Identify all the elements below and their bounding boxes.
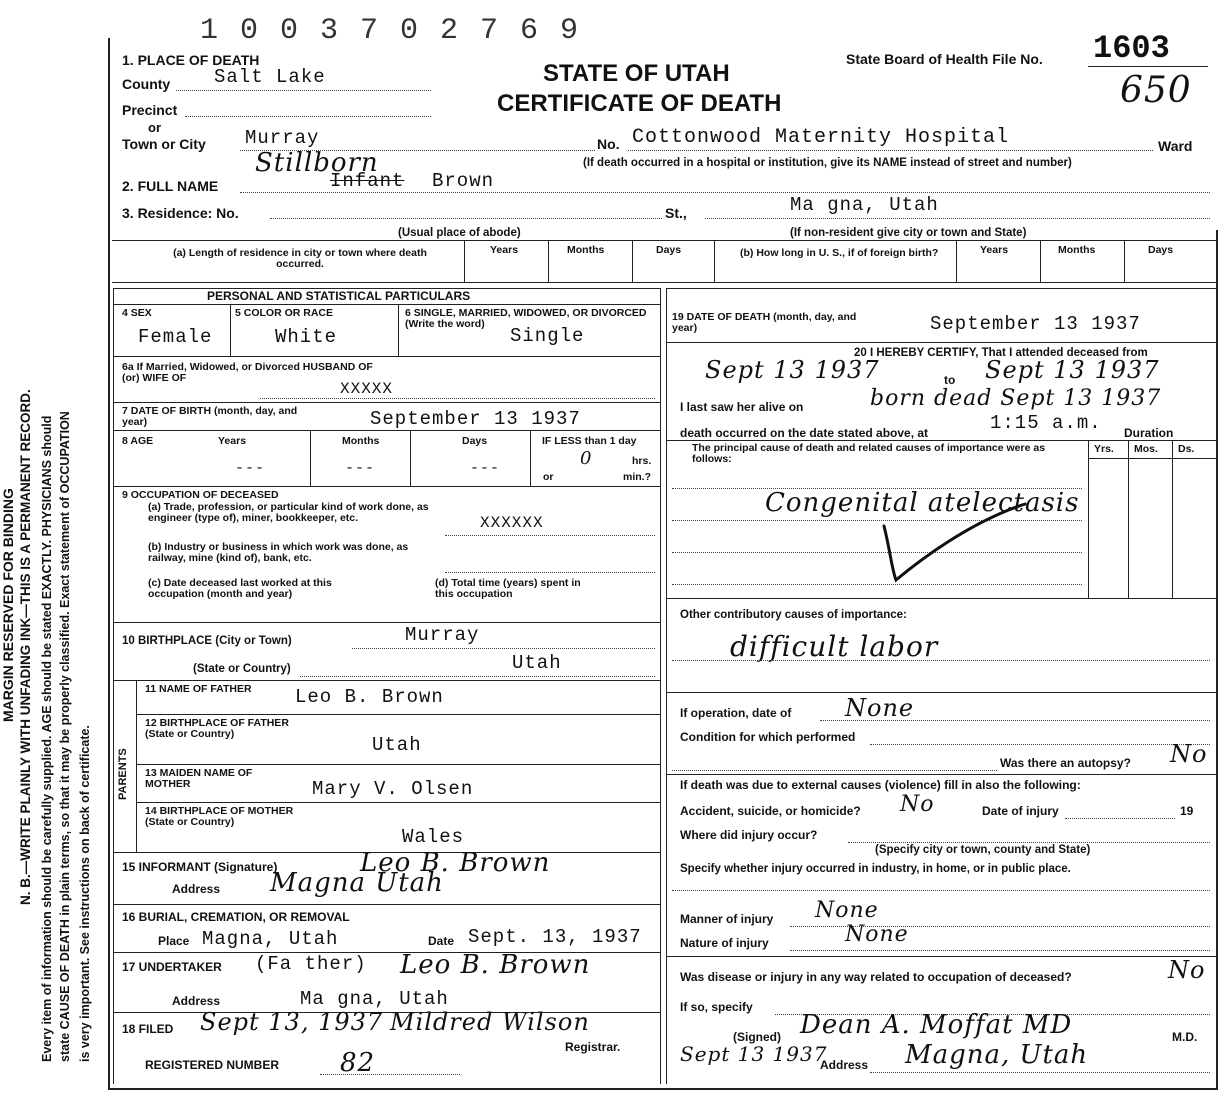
physician-address-line	[870, 1072, 1210, 1073]
residence-box-top	[112, 240, 1216, 241]
registered-number: 82	[340, 1048, 376, 1078]
res-days-b: Days	[1148, 244, 1174, 256]
full-name-label: 2. FULL NAME	[122, 178, 219, 194]
occupation-c: (c) Date deceased last worked at this occupation (month and year)	[148, 577, 332, 600]
res-months-b: Months	[1058, 244, 1096, 256]
age-days-value: ---	[470, 460, 501, 477]
birthplace-state-label: (State or Country)	[193, 663, 291, 675]
age-div-3	[530, 430, 531, 486]
residence-value: Ma gna, Utah	[790, 194, 939, 216]
state-title: STATE OF UTAH	[543, 60, 730, 87]
burial-place-label: Place	[158, 934, 190, 948]
duration-yrs: Yrs.	[1094, 443, 1114, 455]
burial-label: 16 BURIAL, CREMATION, OR REMOVAL	[122, 910, 350, 924]
informant-signature: Leo B. Brown	[360, 848, 551, 878]
color-value: White	[275, 326, 338, 348]
row-certify-bottom	[666, 440, 1216, 441]
residence-box-bottom	[112, 282, 1216, 283]
file-number-2: 650	[1120, 70, 1192, 111]
age-label: 8 AGE	[122, 435, 154, 447]
file-number-line	[1088, 66, 1208, 67]
accident-value: No	[900, 792, 935, 817]
frame-right	[1216, 230, 1218, 1090]
birthplace-state: Utah	[512, 652, 562, 674]
frame-left	[108, 38, 110, 1090]
personal-heading-line	[113, 304, 660, 305]
color-label: 5 COLOR OR RACE	[235, 307, 334, 319]
registrar-label: Registrar.	[565, 1040, 621, 1054]
panel-mid-left	[660, 288, 661, 1084]
panel-mid-right	[666, 288, 667, 1084]
sex-div	[230, 304, 231, 356]
birthplace-label: 10 BIRTHPLACE (City or Town)	[122, 635, 292, 647]
condition-line	[870, 744, 1210, 745]
parents-label: PARENTS	[117, 748, 129, 800]
res-days-a: Days	[656, 244, 682, 256]
specify-note: (Specify city or town, county and State)	[875, 844, 1091, 856]
injury-year: 19	[1180, 804, 1194, 818]
duration-div-1	[1088, 440, 1089, 598]
mother-birthplace-label: 14 BIRTHPLACE OF MOTHER (State or Country)	[145, 805, 294, 828]
occupation-question: Was disease or injury in any way related to occupation of deceased?	[680, 970, 1072, 984]
signed-date: Sept 13 1937	[680, 1042, 828, 1066]
row-cause-bottom	[666, 598, 1216, 599]
county-label: County	[122, 76, 171, 92]
name-struck: Infant	[330, 170, 405, 192]
margin-permanent-record: N. B.—WRITE PLAINLY WITH UNFADING INK—THIS IS A PERMANENT RECORD.	[18, 389, 33, 905]
row-occupation-bottom	[113, 622, 660, 623]
sex-value: Female	[138, 326, 213, 348]
where-line	[848, 842, 1210, 843]
dob-value: September 13 1937	[370, 408, 581, 430]
street-label: St.,	[665, 205, 687, 221]
row-operation-bottom	[666, 774, 1216, 775]
certify-label: 20 I HEREBY CERTIFY, That I attended deceased from	[854, 347, 1148, 359]
number-label: No.	[597, 136, 620, 152]
burial-date-value: Sept. 13, 1937	[468, 926, 642, 948]
undertaker-label: 17 UNDERTAKER	[122, 960, 222, 974]
file-number-label: State Board of Health File No.	[846, 51, 1043, 67]
check-mark-icon	[880, 500, 1030, 590]
nature-label: Nature of injury	[680, 936, 769, 950]
death-occurred-label: death occurred on the date stated above, at	[680, 426, 929, 440]
father-label: 11 NAME OF FATHER	[145, 683, 252, 695]
informant-address-label: Address	[172, 882, 221, 896]
if-so-label: If so, specify	[680, 1000, 753, 1014]
res-years-b: Years	[980, 244, 1009, 256]
foreign-birth-label: (b) How long in U. S., if of foreign birth?	[740, 247, 939, 259]
undertaker-value: (Fa ther)	[255, 953, 367, 975]
occupation-a: (a) Trade, profession, or particular kind of work done, as engineer (type of), miner, bookkeeper, etc.	[148, 501, 429, 524]
accident-label: Accident, suicide, or homicide?	[680, 804, 861, 818]
autopsy-line	[672, 770, 997, 771]
hospital-value: Cottonwood Maternity Hospital	[632, 126, 1010, 149]
occupation-d: (d) Total time (years) spent in this occupation	[435, 577, 581, 600]
res-div-3	[632, 240, 633, 282]
row-dod-bottom	[666, 342, 1216, 343]
res-div-7	[1124, 240, 1125, 282]
other-causes-value: difficult labor	[730, 630, 939, 663]
row-external-bottom	[666, 956, 1216, 957]
other-causes-label: Other contributory causes of importance:	[680, 609, 907, 621]
top-serial-number: 1 0 0 3 7 0 2 7 6 9	[200, 14, 581, 48]
death-time: 1:15 a.m.	[990, 412, 1102, 434]
occupation-value: XXXXXX	[480, 514, 544, 532]
row-father-bp-bottom	[136, 764, 660, 765]
color-div	[398, 304, 399, 356]
duration-ds: Ds.	[1178, 443, 1195, 455]
parents-div	[136, 680, 137, 852]
age-div-1	[310, 430, 311, 486]
residence-label: 3. Residence: No.	[122, 205, 239, 221]
margin-binding-text: MARGIN RESERVED FOR BINDING	[0, 488, 16, 722]
frame-bottom	[108, 1088, 1218, 1090]
undertaker-address: Ma gna, Utah	[300, 988, 449, 1010]
signed-label: (Signed)	[733, 1030, 781, 1044]
row-father-bottom	[136, 714, 660, 715]
age-months-value: ---	[345, 460, 376, 477]
row-birthplace-bottom	[113, 680, 660, 681]
margin-instructions-3: is very important. See instructions on back of certificate.	[78, 725, 92, 1062]
margin-instructions-1: Every item of information should be carefully supplied. AGE should be stated EXACTLY. PHYSICIANS should	[40, 415, 54, 1062]
margin-instructions-2: state CAUSE OF DEATH in plain terms, so that it may be properly classified. Exact statement of OCCUPATION	[58, 411, 72, 1062]
operation-line	[820, 720, 1210, 721]
row-age-bottom	[113, 486, 660, 487]
manner-label: Manner of injury	[680, 912, 774, 926]
res-years-a: Years	[490, 244, 519, 256]
res-div-4	[714, 240, 715, 282]
place-heading: 1. PLACE OF DEATH	[122, 52, 260, 68]
manner-value: None	[815, 898, 879, 923]
industry-label: Specify whether injury occurred in industry, in home, or in public place.	[680, 863, 1071, 875]
county-value: Salt Lake	[214, 66, 326, 88]
personal-heading: PERSONAL AND STATISTICAL PARTICULARS	[207, 289, 471, 303]
nature-line	[790, 950, 1210, 951]
registered-number-line	[320, 1074, 460, 1075]
duration-mos: Mos.	[1134, 443, 1158, 455]
occupation-answer: No	[1168, 956, 1206, 984]
hospital-note: (If death occurred in a hospital or institution, give its NAME instead of street and number)	[583, 157, 1072, 169]
marital-value: Single	[510, 325, 585, 347]
mother-birthplace-value: Wales	[402, 826, 465, 848]
residence-line	[705, 218, 1210, 219]
town-value: Murray	[245, 127, 320, 149]
occupation-line-a	[445, 535, 655, 536]
row-dob-bottom	[113, 430, 660, 431]
death-date-label: 19 DATE OF DEATH (month, day, and year)	[672, 311, 857, 334]
md-label: M.D.	[1172, 1030, 1198, 1044]
operation-label: If operation, date of	[680, 706, 792, 720]
duration-div-2	[1128, 440, 1129, 598]
informant-address: Magna Utah	[270, 868, 444, 898]
spouse-value: XXXXX	[340, 380, 394, 398]
precinct-label: Precinct	[122, 102, 178, 118]
last-saw-label: I last saw her alive on	[680, 400, 804, 414]
duration-label: Duration	[1124, 426, 1174, 440]
father-value: Leo B. Brown	[295, 686, 444, 708]
hospital-line	[628, 150, 1153, 151]
row-informant-bottom	[113, 904, 660, 905]
spouse-line	[260, 398, 655, 399]
county-line	[176, 90, 431, 91]
attended-to-label: to	[944, 373, 956, 387]
autopsy-label: Was there an autopsy?	[1000, 756, 1131, 770]
age-months-label: Months	[342, 435, 380, 447]
occupation-b: (b) Industry or business in which work was done, as railway, mine (kind of), bank, etc.	[148, 541, 409, 564]
sex-label: 4 SEX	[122, 307, 152, 319]
res-months-a: Months	[567, 244, 605, 256]
burial-place-value: Magna, Utah	[202, 928, 339, 950]
full-name-line	[240, 192, 1210, 193]
spouse-label: 6a If Married, Widowed, or Divorced HUSBAND OF (or) WIFE OF	[122, 361, 373, 384]
less-min: min.?	[623, 471, 651, 483]
mother-label: 13 MAIDEN NAME OF MOTHER	[145, 767, 253, 790]
residence-no-line	[270, 218, 662, 219]
physician-address-label: Address	[820, 1058, 869, 1072]
registrar-signature: Mildred Wilson	[390, 1008, 590, 1036]
operation-value: None	[845, 694, 915, 722]
precinct-line	[185, 116, 431, 117]
undertaker-signature: Leo B. Brown	[400, 950, 591, 980]
father-birthplace-value: Utah	[372, 734, 422, 756]
row-spouse-bottom	[113, 402, 660, 403]
birthplace-line-2	[300, 676, 655, 677]
ward-label: Ward	[1158, 138, 1193, 154]
born-dead: born dead Sept 13 1937	[870, 386, 1162, 411]
nature-value: None	[845, 922, 909, 947]
less-value: 0	[580, 448, 593, 469]
age-years-label: Years	[218, 435, 247, 447]
attended-from: Sept 13 1937	[705, 356, 880, 384]
registered-number-label: REGISTERED NUMBER	[145, 1058, 280, 1072]
duration-div-3	[1172, 440, 1173, 598]
dob-label: 7 DATE OF BIRTH (month, day, and year)	[122, 405, 298, 428]
marital-label: 6 SINGLE, MARRIED, WIDOWED, OR DIVORCED (Write the word)	[405, 307, 647, 330]
attended-to: Sept 13 1937	[985, 356, 1160, 384]
where-label: Where did injury occur?	[680, 828, 818, 842]
other-line-1	[672, 660, 1210, 661]
informant-label: 15 INFORMANT (Signature)	[122, 860, 278, 874]
undertaker-address-label: Address	[172, 994, 221, 1008]
certificate-title: CERTIFICATE OF DEATH	[497, 90, 782, 117]
birthplace-city: Murray	[405, 624, 480, 646]
death-date-value: September 13 1937	[930, 313, 1141, 335]
length-residence-label: (a) Length of residence in city or town where death occurred.	[173, 247, 427, 270]
res-div-5	[956, 240, 957, 282]
filed-label: 18 FILED	[122, 1022, 174, 1036]
res-div-6	[1040, 240, 1041, 282]
res-div-1	[464, 240, 465, 282]
age-div-2	[410, 430, 411, 486]
age-days-label: Days	[462, 435, 488, 447]
external-label: If death was due to external causes (violence) fill in also the following:	[680, 778, 1081, 792]
less-than-label: IF LESS than 1 day	[542, 435, 637, 447]
less-or: or	[543, 471, 554, 483]
injury-date-line	[1065, 818, 1175, 819]
name-surname: Brown	[432, 170, 495, 192]
panel-left-border	[113, 288, 114, 1084]
age-years-value: ---	[235, 460, 266, 477]
burial-date-label: Date	[428, 934, 455, 948]
row-mother-bottom	[136, 802, 660, 803]
physician-signature: Dean A. Moffat MD	[800, 1010, 1073, 1040]
cause-label: The principal cause of death and related causes of importance were as follows:	[692, 442, 1046, 465]
autopsy-value: No	[1170, 740, 1208, 768]
occupation-heading: 9 OCCUPATION OF DECEASED	[122, 489, 279, 501]
name-handwritten: Stillborn	[255, 148, 379, 178]
birthplace-line-1	[352, 648, 655, 649]
row-sex-bottom	[113, 356, 660, 357]
file-number: 1603	[1093, 30, 1170, 67]
panel-top-right	[666, 288, 1216, 289]
mother-value: Mary V. Olsen	[312, 778, 474, 800]
industry-line	[672, 890, 1210, 891]
father-birthplace-label: 12 BIRTHPLACE OF FATHER (State or Country)	[145, 717, 289, 740]
row-other-bottom	[666, 692, 1216, 693]
abode-note: (Usual place of abode)	[398, 227, 521, 239]
nonresident-note: (If non-resident give city or town and State)	[790, 227, 1027, 239]
condition-label: Condition for which performed	[680, 730, 856, 744]
town-label: Town or City	[122, 136, 206, 152]
filed-date: Sept 13, 1937	[200, 1008, 384, 1036]
occupation-line-b	[445, 572, 655, 573]
physician-address: Magna, Utah	[905, 1040, 1089, 1070]
duration-header-line	[1088, 458, 1216, 459]
or-label: or	[148, 120, 161, 135]
res-div-2	[548, 240, 549, 282]
cause-value: Congenital atelectasis	[765, 488, 1080, 518]
injury-date-label: Date of injury	[982, 804, 1059, 818]
less-hrs: hrs.	[632, 455, 652, 467]
